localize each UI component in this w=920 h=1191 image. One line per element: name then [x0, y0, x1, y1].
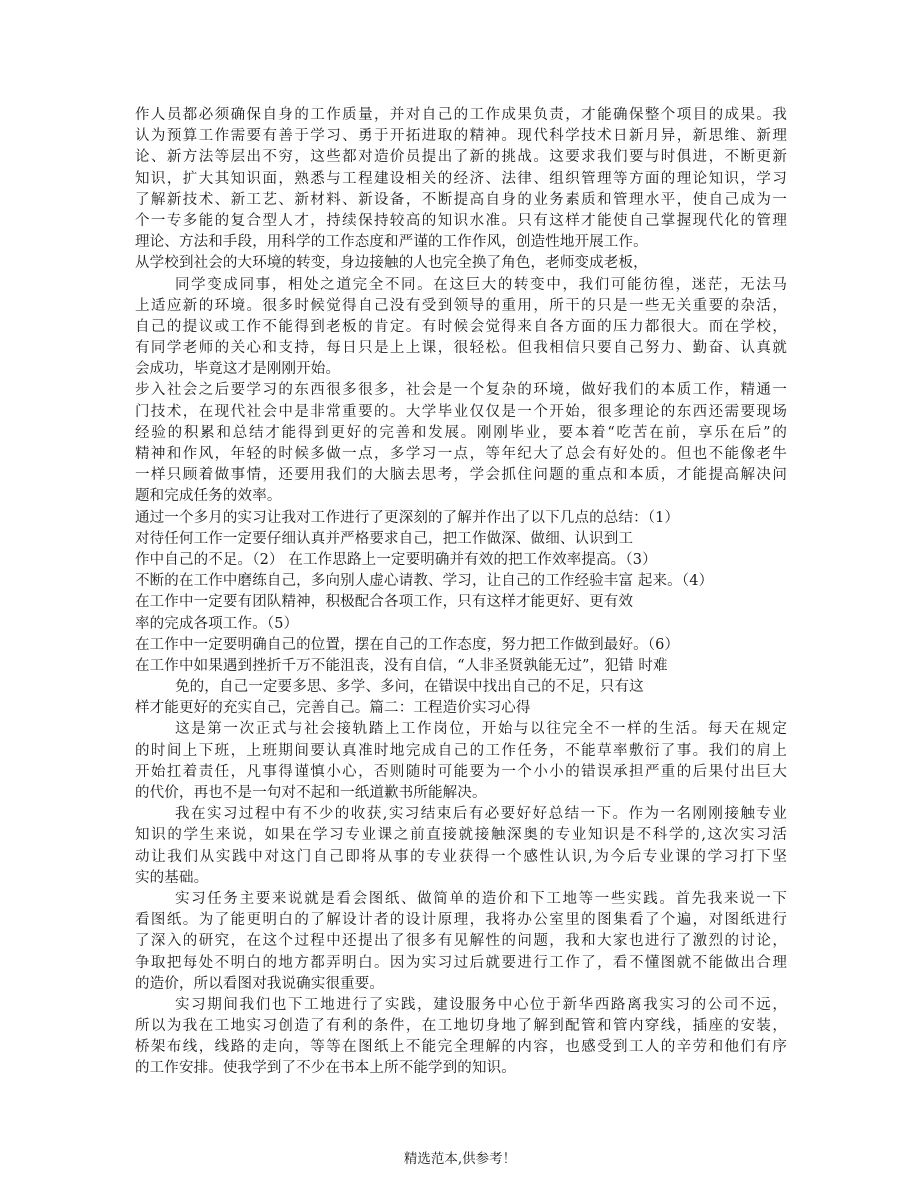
text-line: 我在实习过程中有不少的收获,实习结束后有必要好好总结一下。作为一名刚刚接触专业 [175, 806, 787, 823]
text-line: 理论、方法和手段，用科学的工作态度和严谨的工作作风，创造性地开展工作。 [135, 234, 648, 251]
text-line: 有同学老师的关心和支持，每日只是上上课，很轻松。但我相信只要自己努力、勤奋、认真就 [135, 340, 787, 357]
text-line: 动让我们从实践中对这门自己即将从事的专业获得一个感性认识,为今后专业课的学习打下坚 [135, 848, 787, 865]
text-line: 的造价，所以看图对我说确实很重要。 [135, 975, 385, 992]
text-line: 在工作中一定要明确自己的位置，摆在自己的工作态度，努力把工作做到最好。（6） [135, 636, 680, 653]
text-line: 题和完成任务的效率。 [135, 488, 282, 505]
text-line: 上适应新的环境。很多时候觉得自己没有受到领导的重用，所干的只是一些无关重要的杂活， [135, 297, 787, 314]
text-line: 知识，扩大其知识面，熟悉与工程建设相关的经济、法律、组织管理等方面的理论知识，学习 [135, 170, 787, 187]
text-line: 争取把每处不明白的地方都弄明白。因为实习过后就要进行工作了，看不懂图就不能做出合理 [135, 954, 787, 971]
document-body [135, 105, 787, 1080]
text-line: 实习期间我们也下工地进行了实践，建设服务中心位于新华西路离我实习的公司不远， [175, 996, 787, 1013]
text-line: 一样只顾着做事情，还要用我们的大脑去思考，学会抓住问题的重点和本质，才能提高解决问 [135, 467, 787, 484]
text-line: 经验的积累和总结才能得到更好的完善和发展。刚刚毕业，要本着“吃苦在前，享乐在后”的 [135, 424, 787, 441]
text-line: 所以为我在工地实习创造了有利的条件，在工地切身地了解到配管和管内穿线，插座的安装， [135, 1018, 787, 1035]
text-line: 从学校到社会的大环境的转变，身边接触的人也完全换了角色，老师变成老板， [135, 255, 648, 272]
text-line: 同学变成同事，相处之道完全不同。在这巨大的转变中，我们可能彷徨，迷茫，无法马 [175, 276, 787, 293]
text-line: 实习任务主要来说就是看会图纸、做简单的造价和下工地等一些实践。首先我来说一下 [175, 890, 787, 907]
text-line: 样才能更好的充实自己，完善自己。篇二：工程造价实习心得 [135, 700, 531, 717]
text-line: 桥架布线，线路的走向，等等在图纸上不能完全理解的内容，也感受到工人的辛劳和他们有序 [135, 1039, 787, 1056]
text-line: 自己的提议或工作不能得到老板的肯定。有时候会觉得来自各方面的压力都很大。而在学校， [135, 318, 787, 335]
text-line: 的工作安排。使我学到了不少在书本上所不能学到的知识。 [135, 1060, 516, 1077]
text-line: 免的，自己一定要多思、多学、多问，在错误中找出自己的不足，只有这 [175, 679, 644, 696]
text-line: 通过一个多月的实习让我对工作进行了更深刻的了解并作出了以下几点的总结：（1） [135, 509, 680, 526]
text-line: 知识的学生来说，如果在学习专业课之前直接就接触深奥的专业知识是不科学的,这次实习活 [135, 827, 787, 844]
text-line: 会成功，毕竟这才是刚刚开始。 [135, 361, 341, 378]
text-line: 作人员都必须确保自身的工作质量，并对自己的工作成果负责，才能确保整个项目的成果。我 [135, 107, 787, 123]
page-footer: 精选范本,供参考！ [403, 1151, 517, 1167]
text-line: 实的基础。 [135, 869, 209, 886]
text-line: 作中自己的不足。（2） 在工作思路上一定要明确并有效的把工作效率提高。（3） [135, 551, 657, 568]
text-line: 在工作中如果遇到挫折千万不能沮丧，没有自信，“人非圣贤孰能无过”，犯错 时难 [135, 657, 668, 674]
text-line: 的代价，再也不是一句对不起和一纸道歉书所能解决。 [135, 785, 487, 801]
text-line: 认为预算工作需要有善于学习、勇于开拓进取的精神。现代科学技术日新月异，新思维、新理 [135, 128, 787, 145]
text-line: 开始扛着责任，凡事得谨慎小心，否则随时可能要为一个小小的错误承担严重的后果付出巨大 [135, 763, 787, 780]
text-line: 的时间上下班，上班期间要认真准时地完成自己的工作任务，不能草率敷衍了事。我们的肩上 [135, 742, 787, 759]
text-line: 了解新技术、新工艺、新材料、新设备，不断提高自身的业务素质和管理水平，使自己成为一 [135, 191, 787, 208]
text-line: 看图纸。为了能更明白的了解设计者的设计原理，我将办公室里的图集看了个遍，对图纸进行 [135, 912, 787, 929]
text-line: 门技术，在现代社会中是非常重要的。大学毕业仅仅是一个开始，很多理论的东西还需要现场 [135, 403, 787, 420]
text-line: 个一专多能的复合型人才，持续保持较高的知识水准。只有这样才能使自己掌握现代化的管理 [135, 212, 787, 229]
text-line: 率的完成各项工作。（5） [135, 615, 299, 632]
text-line: 步入社会之后要学习的东西很多很多，社会是一个复杂的环境，做好我们的本质工作，精通一 [135, 382, 787, 399]
text-line: 在工作中一定要有团队精神，积极配合各项工作，只有这样才能更好、更有效 [135, 594, 634, 611]
text-line: 这是第一次正式与社会接轨踏上工作岗位，开始与以往完全不一样的生活。每天在规定 [175, 721, 787, 738]
text-line: 对待任何工作一定要仔细认真并严格要求自己，把工作做深、做细、认识到工 [135, 530, 634, 547]
text-line: 精神和作风，年轻的时候多做一点，多学习一点，等年纪大了总会有好处的。但也不能像老牛 [135, 446, 787, 462]
text-line: 论、新方法等层出不穷，这些都对造价员提出了新的挑战。这要求我们要与时俱进，不断更新 [135, 149, 787, 166]
text-line: 不断的在工作中磨练自己，多向别人虚心请教、学习，让自己的工作经验丰富 起来。（4） [135, 573, 714, 590]
text-line: 了深入的研究，在这个过程中还提出了很多有见解性的问题，我和大家也进行了激烈的讨论， [135, 933, 787, 950]
